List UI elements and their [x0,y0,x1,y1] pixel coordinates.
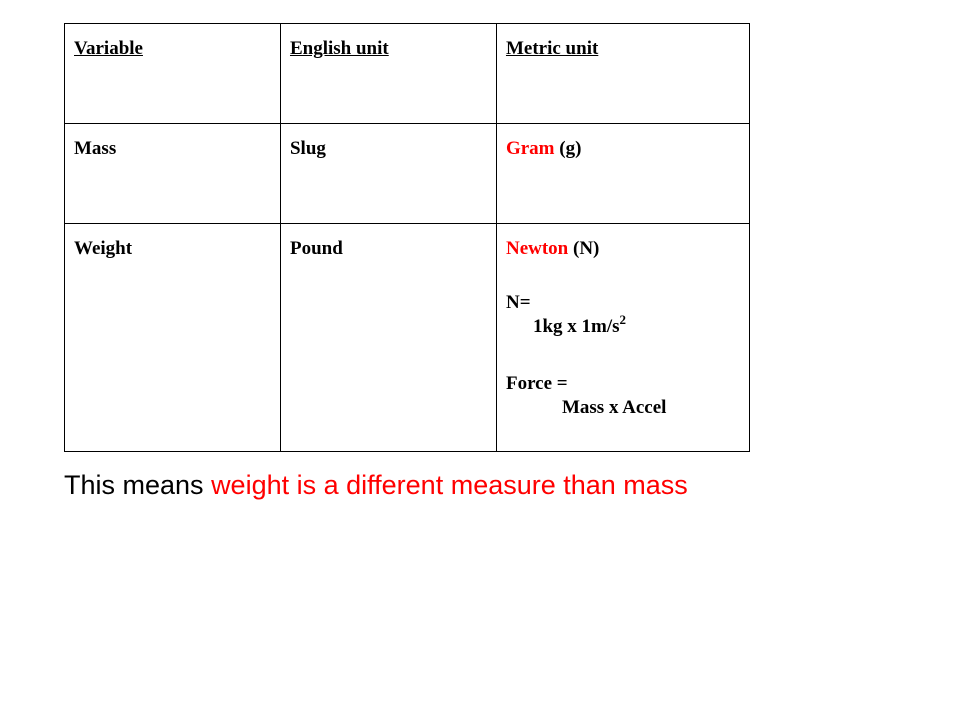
cell-metric-gram [496,124,749,224]
header-english-unit [280,24,496,124]
header-metric-unit-label: Metric unit [505,38,599,59]
table-row [65,124,750,224]
table-header-row [65,24,750,124]
newton-equation-expression [506,311,740,339]
newton-equation-label: N= [505,292,531,313]
newton-expression-base: 1kg x 1m/s [532,316,620,337]
cell-english-pound: Pound [280,224,496,452]
metric-unit-name: Newton [505,238,569,259]
units-table [64,23,750,452]
header-english-unit-label: English unit [289,38,389,59]
caption-statement [64,468,688,502]
metric-unit-name: Gram [505,138,555,159]
metric-unit-symbol: (g) [554,138,582,159]
table-row [65,224,750,452]
caption-prefix: This means [64,470,212,500]
cell-variable-mass: Mass [65,124,281,224]
metric-unit-symbol: (N) [568,238,600,259]
force-equation-expression: Mass x Accel [561,397,667,418]
force-equation-label: Force = [505,373,568,394]
caption-highlight: weight is a different measure than mass [211,470,688,500]
cell-variable-weight: Weight [65,224,281,452]
newton-expression-exponent: 2 [619,311,627,327]
header-metric-unit [496,24,749,124]
cell-english-slug: Slug [280,124,496,224]
cell-metric-newton [496,224,749,452]
header-variable-label: Variable [74,38,143,59]
newton-line [506,237,740,261]
header-variable [65,24,281,124]
